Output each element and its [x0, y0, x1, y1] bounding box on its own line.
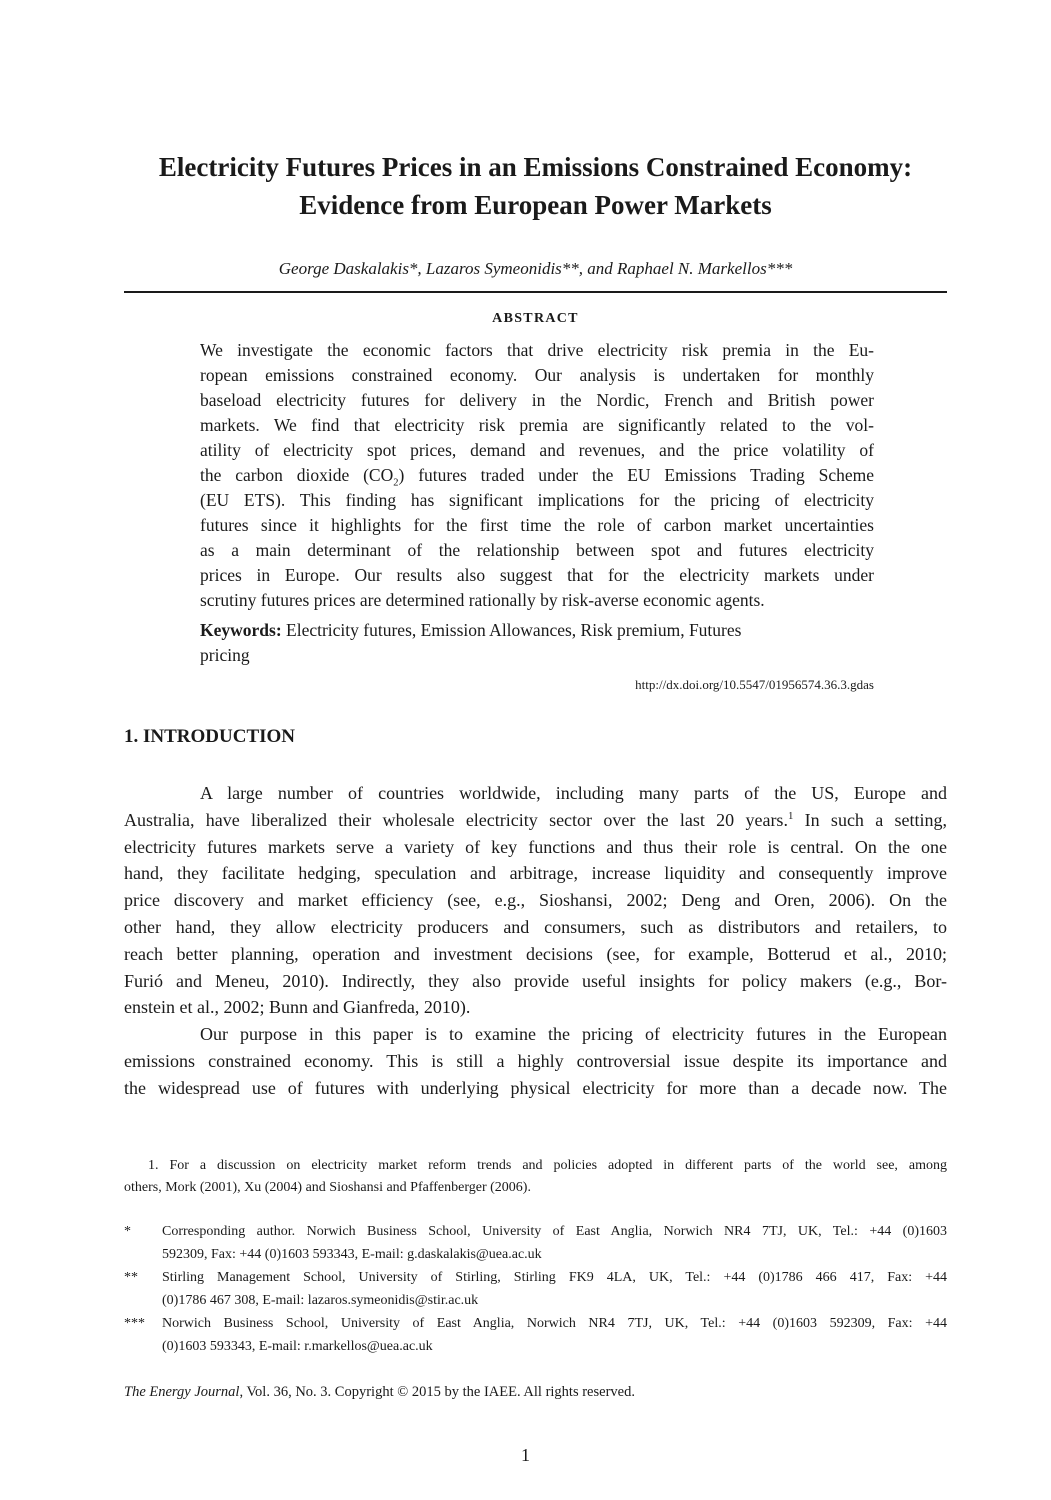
title-line-2: Evidence from European Power Markets: [299, 190, 772, 220]
affiliation-mark: **: [124, 1270, 138, 1285]
keywords-line: pricing: [200, 645, 250, 665]
body-line: Our purpose in this paper is to examine the pricing of electricity futures in the European: [200, 1024, 947, 1045]
body-line: other hand, they allow electricity producers and consumers, such as distributors and retailers, to: [124, 916, 947, 937]
affiliation-line: Corresponding author. Norwich Business School, University of East Anglia, Norwich NR4 7TJ, UK, Tel.: +44 (0)1603: [162, 1224, 947, 1239]
keywords-line: [200, 618, 874, 643]
journal-citation: [124, 1382, 947, 1402]
affiliation-line: (0)1786 467 308, E-mail: lazaros.symeonidis@stir.ac.uk: [162, 1292, 479, 1308]
abstract-line: We investigate the economic factors that drive electricity risk premia in the Eu-: [200, 340, 874, 360]
body-line: A large number of countries worldwide, including many parts of the US, Europe and: [200, 783, 947, 803]
title-divider: [124, 291, 947, 293]
keywords-label: Keywords:: [200, 620, 282, 640]
abstract-line: [200, 463, 874, 488]
author-list: George Daskalakis*, Lazaros Symeonidis**, and Raphael N. Markellos***: [278, 259, 793, 278]
co2-subscript: 2: [393, 477, 399, 489]
author-affiliations: [124, 1221, 947, 1359]
doi-link[interactable]: http://dx.doi.org/10.5547/01956574.36.3.gdas: [635, 677, 874, 692]
abstract-line: markets. We find that electricity risk premia are significantly related to the vol-: [200, 415, 874, 435]
body-line: reach better planning, operation and investment decisions (see, for example, Botterud et al., 2010;: [124, 943, 947, 964]
keywords-text: Electricity futures, Emission Allowances, Risk premium, Futures: [286, 620, 742, 640]
abstract-line: prices in Europe. Our results also suggest that for the electricity markets under: [200, 565, 874, 585]
affiliation-line: (0)1603 593343, E-mail: r.markellos@uea.ac.uk: [162, 1338, 433, 1354]
introduction-body: [124, 780, 947, 1102]
body-line: emissions constrained economy. This is still a highly controversial issue despite its importance and: [124, 1050, 947, 1071]
footnote-line: others, Mork (2001), Xu (2004) and Sioshansi and Pfaffenberger (2006).: [124, 1180, 531, 1195]
body-line: hand, they facilitate hedging, speculation and arbitrage, increase liquidity and consequently improve: [124, 863, 947, 884]
keywords: [200, 618, 874, 668]
body-line: Furió and Meneu, 2010). Indirectly, they also provide useful insights for policy makers (e.g., Bor-: [124, 970, 947, 991]
journal-name: The Energy Journal: [124, 1384, 240, 1400]
abstract-line: futures since it highlights for the first time the role of carbon market uncertainties: [200, 515, 874, 535]
body-line: enstein et al., 2002; Bunn and Gianfreda, 2010).: [124, 997, 471, 1018]
body-line: electricity futures markets serve a variety of key functions and thus their role is central. On the one: [124, 836, 947, 857]
abstract-line: as a main determinant of the relationship between spot and futures electricity: [200, 540, 874, 560]
body-text: Australia, have liberalized their wholesale electricity sector over the last 20 years.: [124, 809, 788, 830]
abstract-line: baseload electricity futures for delivery in the Nordic, French and British power: [200, 390, 874, 410]
footnote-line: 1. For a discussion on electricity market reform trends and policies adopted in different parts of the world see, among: [148, 1158, 947, 1173]
body-line: [124, 807, 947, 834]
footnote-ref[interactable]: 1: [787, 809, 794, 822]
abstract-line: (EU ETS). This finding has significant implications for the pricing of electricity: [200, 490, 874, 510]
affiliation-mark: ***: [124, 1316, 145, 1331]
affiliation-line: Stirling Management School, University of Stirling, Stirling FK9 4LA, UK, Tel.: +44 (0)1786 466 417, Fax: +44: [162, 1270, 947, 1285]
abstract-text: ) futures traded under the EU Emissions Trading Scheme: [398, 465, 874, 485]
abstract-heading: ABSTRACT: [492, 311, 579, 326]
abstract-line: atility of electricity spot prices, demand and revenues, and the price volatility of: [200, 440, 874, 460]
section-heading: 1. INTRODUCTION: [124, 726, 296, 747]
abstract-body: [200, 338, 874, 613]
page-number: 1: [521, 1445, 530, 1465]
affiliation-note: [124, 1313, 947, 1358]
affiliation-note: [124, 1221, 947, 1266]
title-line-1: Electricity Futures Prices in an Emissions Constrained Economy:: [158, 152, 913, 182]
body-text: In such a setting,: [793, 809, 947, 830]
body-line: price discovery and market efficiency (see, e.g., Sioshansi, 2002; Deng and Oren, 2006). On the: [124, 890, 947, 911]
affiliation-line: 592309, Fax: +44 (0)1603 593343, E-mail: g.daskalakis@uea.ac.uk: [162, 1246, 542, 1262]
affiliation-line: Norwich Business School, University of East Anglia, Norwich NR4 7TJ, UK, Tel.: +44 (0)1603 592309, Fax: +44: [162, 1316, 947, 1331]
journal-details: , Vol. 36, No. 3. Copyright © 2015 by the IAEE. All rights reserved.: [239, 1384, 635, 1400]
affiliation-note: [124, 1267, 947, 1312]
abstract-line: ropean emissions constrained economy. Our analysis is undertaken for monthly: [200, 365, 874, 385]
footnote-1: [124, 1155, 947, 1199]
affiliation-mark: *: [124, 1224, 131, 1239]
abstract-text: the carbon dioxide (CO: [200, 465, 394, 485]
abstract-line: scrutiny futures prices are determined rationally by risk-averse economic agents.: [200, 590, 765, 610]
body-line: the widespread use of futures with underlying physical electricity for more than a decade now. The: [124, 1077, 947, 1098]
paper-title: [110, 148, 961, 224]
